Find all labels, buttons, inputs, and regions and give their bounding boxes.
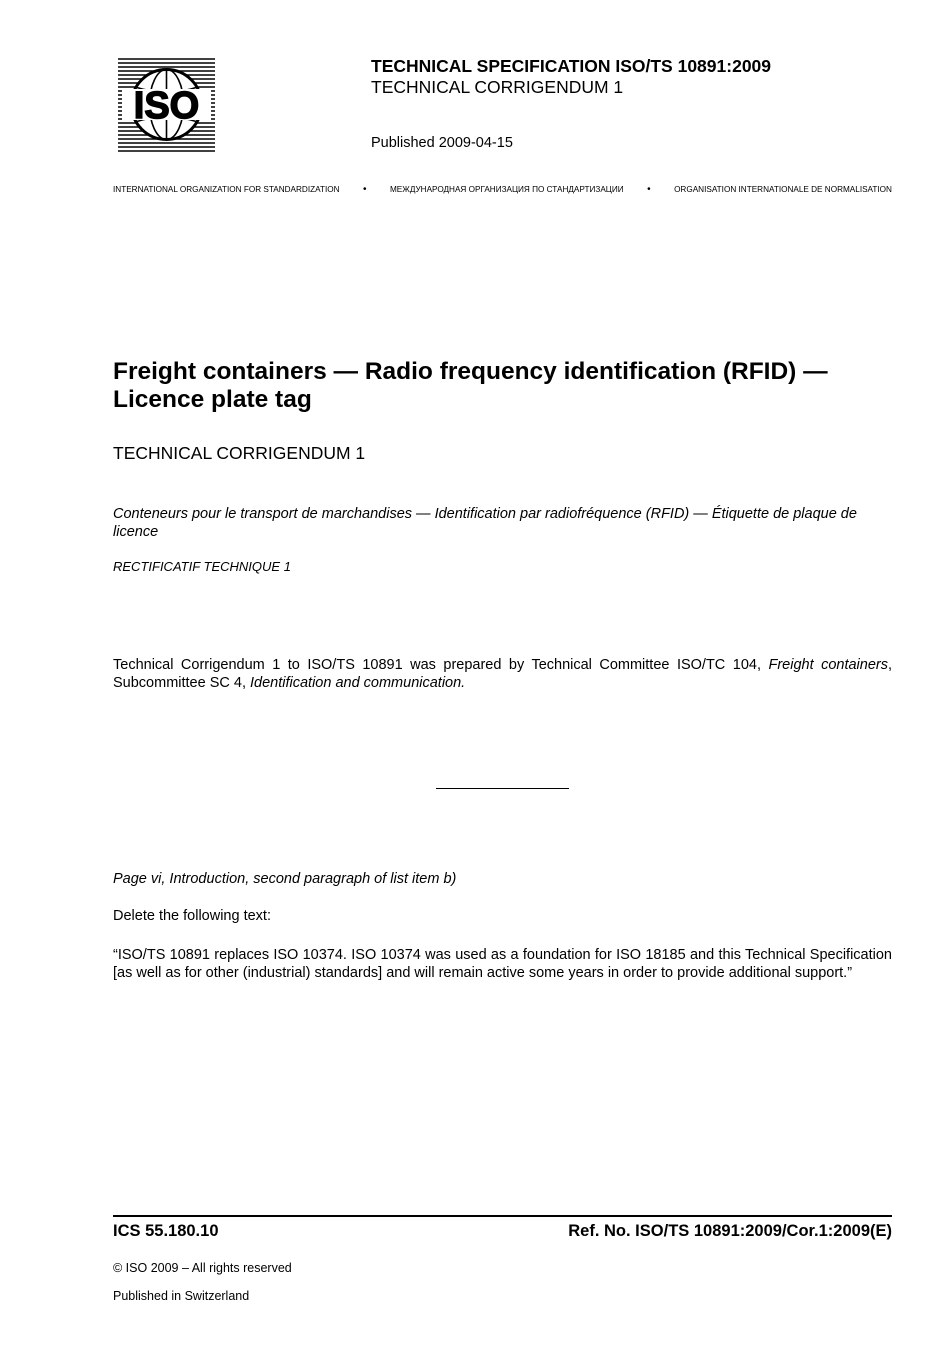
french-title: Conteneurs pour le transport de marchandises — Identification par radiofréquence (RFID) — Étiquette de plaque de licence (113, 506, 857, 540)
published-date: Published 2009-04-15 (371, 135, 513, 151)
french-corrigendum: RECTIFICATIF TECHNIQUE 1 (113, 559, 291, 574)
prep-text-2: , Subcommittee SC 4, (113, 657, 893, 691)
committee-name: Freight containers (768, 657, 888, 673)
footer-rule (113, 1215, 892, 1217)
published-in: Published in Switzerland (113, 1289, 250, 1303)
title-line-2: Licence plate tag (113, 386, 312, 413)
iso-logo (118, 57, 215, 152)
corrigendum-label: TECHNICAL CORRIGENDUM 1 (113, 443, 366, 463)
deleted-text-quote: “ISO/TS 10891 replaces ISO 10374. ISO 10374 was used as a foundation for ISO 18185 and this Technical Specification [as well as for other (industrial) standards] and will remain active some years in order to provide additional support.” (113, 947, 892, 981)
bullet-separator: • (647, 184, 651, 195)
document-title (113, 358, 893, 414)
reference-number: Ref. No. ISO/TS 10891:2009/Cor.1:2009(E) (568, 1222, 892, 1240)
preparation-paragraph (113, 656, 892, 692)
bullet-separator: • (363, 184, 367, 195)
page-reference: Page vi, Introduction, second paragraph of list item b) (113, 871, 457, 887)
subcommittee-name: Identification and communication. (250, 675, 466, 691)
iso-logo-text: ISO (133, 85, 200, 127)
instruction-text: Delete the following text: (113, 908, 271, 924)
org-name-en: INTERNATIONAL ORGANIZATION FOR STANDARDIZATION (113, 185, 340, 194)
header-corrigendum: TECHNICAL CORRIGENDUM 1 (371, 77, 624, 97)
org-name-fr: ORGANISATION INTERNATIONALE DE NORMALISATION (674, 185, 892, 194)
spec-title: TECHNICAL SPECIFICATION ISO/TS 10891:2009 (371, 56, 772, 76)
organization-line (113, 184, 892, 195)
org-name-ru: МЕЖДУНАРОДНАЯ ОРГАНИЗАЦИЯ ПО СТАНДАРТИЗАЦИИ (389, 185, 624, 194)
copyright: © ISO 2009 – All rights reserved (113, 1261, 292, 1275)
separator-rule (436, 788, 569, 789)
ics-code: ICS 55.180.10 (113, 1222, 219, 1240)
prep-text-1: Technical Corrigendum 1 to ISO/TS 10891 was prepared by Technical Committee ISO/TC 104, (113, 657, 769, 673)
title-line-1: Freight containers — Radio frequency identification (RFID) — (113, 358, 828, 385)
